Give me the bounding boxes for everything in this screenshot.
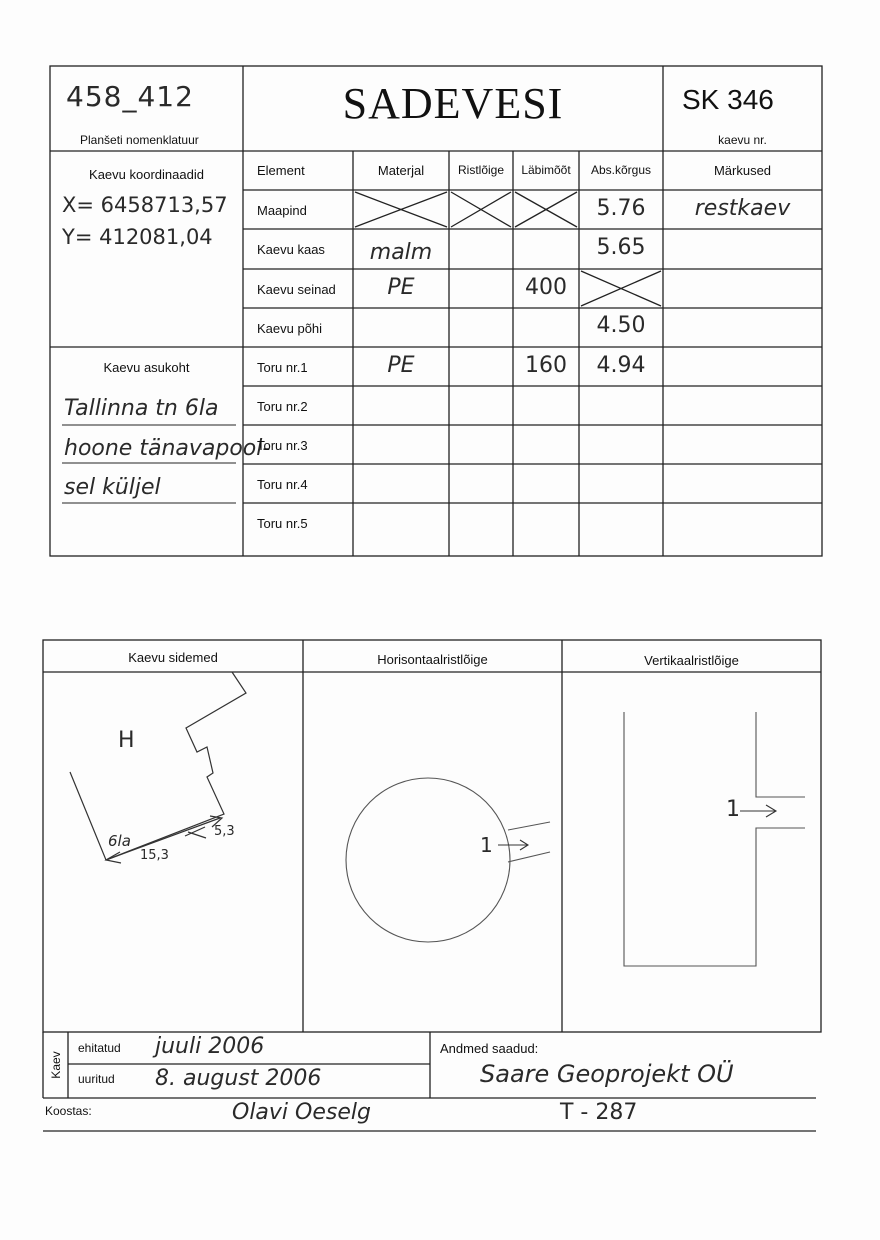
- sheet-label: Planšeti nomenklatuur: [80, 133, 199, 147]
- well-side-label: Kaev: [49, 1051, 63, 1079]
- row-material: PE: [387, 275, 415, 300]
- distance-b: 15,3: [140, 848, 169, 863]
- row-element: Toru nr.1: [257, 360, 308, 375]
- data-source-label: Andmed saadud:: [440, 1041, 539, 1056]
- row-element: Toru nr.2: [257, 399, 308, 414]
- pipe-marker-horizontal: 1: [480, 833, 493, 857]
- col-header-elevation: Abs.kõrgus: [590, 163, 652, 177]
- location-line-1: Tallinna tn 6la: [64, 396, 219, 421]
- building-marker: H: [118, 728, 135, 753]
- row-material: malm: [369, 240, 433, 265]
- document-number: T - 287: [560, 1100, 638, 1125]
- ties-label: Kaevu sidemed: [128, 650, 218, 665]
- page-title: SADEVESI: [342, 79, 564, 128]
- surveyed-label: uuritud: [78, 1072, 115, 1086]
- row-elevation: 5.65: [596, 235, 646, 260]
- distance-a: 5,3: [214, 824, 235, 839]
- coordinate-y: Y= 412081,04: [62, 225, 213, 249]
- data-source-value: Saare Geoprojekt OÜ: [480, 1060, 734, 1088]
- row-diameter: 400: [525, 275, 567, 300]
- row-notes: restkaev: [694, 196, 791, 221]
- row-elevation: 4.50: [596, 313, 646, 338]
- row-element: Kaevu seinad: [257, 282, 336, 297]
- row-element: Kaevu põhi: [257, 321, 323, 336]
- location-label: Kaevu asukoht: [103, 360, 190, 375]
- coordinate-x: X= 6458713,57: [62, 193, 228, 217]
- coordinates-label: Kaevu koordinaadid: [89, 167, 204, 182]
- col-header-diameter: Läbimõõt: [521, 163, 571, 177]
- row-elevation: 5.76: [596, 196, 646, 221]
- col-header-element: Element: [257, 163, 305, 178]
- surveyed-value: 8. august 2006: [155, 1066, 322, 1091]
- col-header-cross-section: Ristlõige: [457, 163, 505, 177]
- horizontal-section: [346, 778, 550, 942]
- location-line-3: sel küljel: [64, 475, 161, 500]
- row-element: Toru nr.3: [257, 438, 308, 453]
- row-elevation: 4.94: [596, 353, 646, 378]
- vertical-section: [624, 712, 805, 966]
- row-element: Maapind: [257, 203, 307, 218]
- author-label: Koostas:: [45, 1104, 92, 1118]
- vertical-section-label: Vertikaalristlõige: [644, 653, 739, 668]
- built-label: ehitatud: [78, 1041, 121, 1055]
- well-id: SK 346: [682, 84, 774, 115]
- horizontal-section-label: Horisontaalristlõige: [377, 652, 488, 667]
- row-material: PE: [387, 353, 415, 378]
- built-value: juuli 2006: [155, 1034, 265, 1059]
- house-number-marker: 6la: [108, 832, 131, 850]
- well-label: kaevu nr.: [718, 133, 767, 147]
- row-element: Kaevu kaas: [257, 242, 325, 257]
- sheet-number: 458_412: [66, 80, 194, 113]
- location-line-2: hoone tänavapool-: [64, 436, 271, 461]
- col-header-notes: Märkused: [713, 163, 772, 178]
- pipe-marker-vertical: 1: [726, 797, 740, 822]
- author-value: Olavi Oeselg: [232, 1100, 371, 1125]
- row-element: Toru nr.4: [257, 477, 308, 492]
- row-element: Toru nr.5: [257, 516, 308, 531]
- row-diameter: 160: [525, 353, 567, 378]
- col-header-material: Materjal: [377, 163, 425, 178]
